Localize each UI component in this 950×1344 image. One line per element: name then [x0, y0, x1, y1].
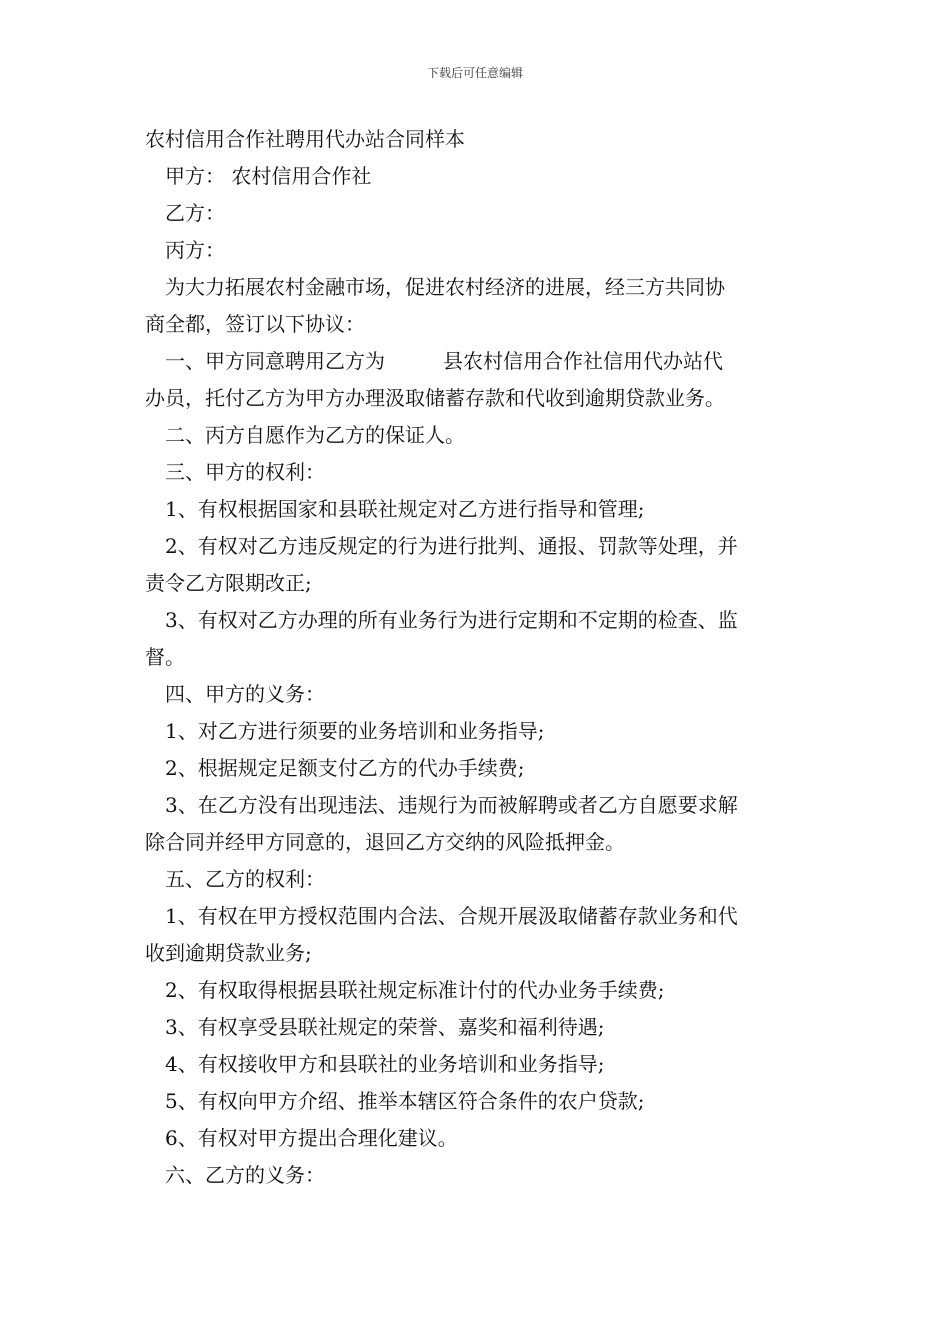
clause-5-title: 五、乙方的权利： [165, 867, 325, 891]
clause-3-item-2-line-1: 2、有权对乙方违反规定的行为进行批判、通报、罚款等处理，并 [165, 534, 738, 558]
clause-5-item-4: 4、有权接收甲方和县联社的业务培训和业务指导; [165, 1052, 605, 1076]
clause-4-item-2: 2、根据规定足额支付乙方的代办手续费; [165, 756, 525, 780]
clause-3-item-3-line-1: 3、有权对乙方办理的所有业务行为进行定期和不定期的检查、监 [165, 608, 738, 632]
clause-3-item-1: 1、有权根据国家和县联社规定对乙方进行指导和管理; [165, 497, 645, 521]
clause-1-line-1 [145, 343, 810, 380]
intro-line-2: 商全都，签订以下协议： [145, 312, 365, 336]
clause-1-part-b: 县农村信用合作社信用代办站代 [443, 349, 723, 373]
clause-3-item-2-line-2: 责令乙方限期改正; [145, 571, 312, 595]
clause-4-item-3-line-1: 3、在乙方没有出现违法、违规行为而被解聘或者乙方自愿要求解 [165, 793, 738, 817]
clause-5-item-3: 3、有权享受县联社规定的荣誉、嘉奖和福利待遇; [165, 1015, 605, 1039]
clause-4-item-3-line-2: 除合同并经甲方同意的，退回乙方交纳的风险抵押金。 [145, 830, 625, 854]
intro-line-1: 为大力拓展农村金融市场，促进农村经济的进展，经三方共同协 [165, 275, 725, 299]
clause-4-item-1: 1、对乙方进行须要的业务培训和业务指导; [165, 719, 545, 743]
document-body [145, 121, 810, 1194]
document-title: 农村信用合作社聘用代办站合同样本 [145, 127, 465, 151]
clause-2: 二、丙方自愿作为乙方的保证人。 [165, 423, 465, 447]
clause-5-item-5: 5、有权向甲方介绍、推举本辖区符合条件的农户贷款; [165, 1089, 645, 1113]
clause-1-line-2: 办员，托付乙方为甲方办理汲取储蓄存款和代收到逾期贷款业务。 [145, 386, 725, 410]
party-a-line: 甲方： 农村信用合作社 [165, 164, 372, 188]
party-b-line: 乙方： [165, 201, 225, 225]
clause-3-item-3-line-2: 督。 [145, 645, 185, 669]
clause-5-item-1-line-1: 1、有权在甲方授权范围内合法、合规开展汲取储蓄存款业务和代 [165, 904, 738, 928]
clause-1-part-a: 一、甲方同意聘用乙方为 [165, 349, 385, 373]
header-note: 下载后可任意编辑 [426, 66, 523, 80]
clause-3-title: 三、甲方的权利： [165, 460, 325, 484]
clause-5-item-6: 6、有权对甲方提出合理化建议。 [165, 1126, 458, 1150]
clause-6-title: 六、乙方的义务： [165, 1163, 325, 1187]
clause-5-item-1-line-2: 收到逾期贷款业务; [145, 941, 312, 965]
clause-5-item-2: 2、有权取得根据县联社规定标准计付的代办业务手续费; [165, 978, 665, 1002]
party-c-line: 丙方： [165, 238, 225, 262]
clause-4-title: 四、甲方的义务： [165, 682, 325, 706]
